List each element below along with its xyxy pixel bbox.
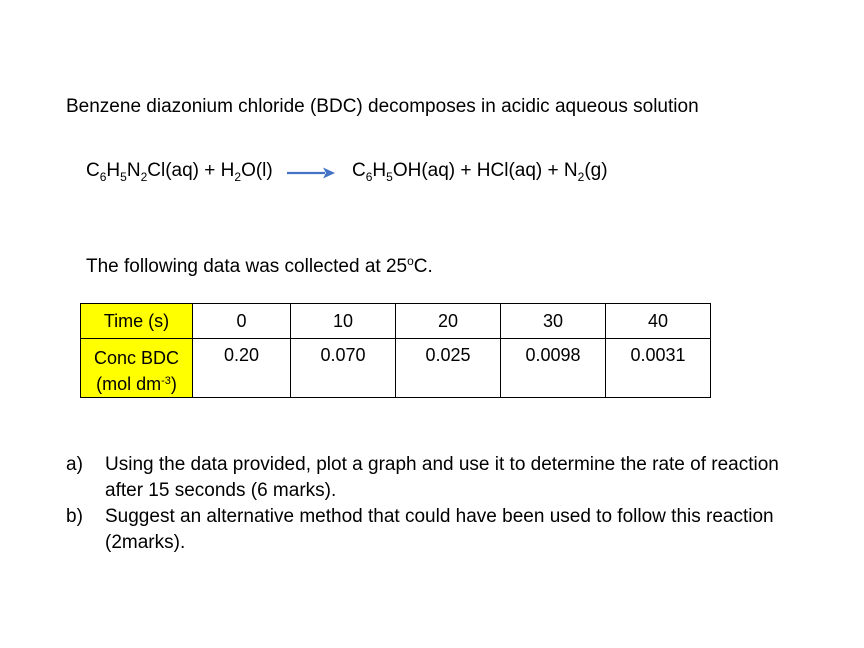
intro-text: Benzene diazonium chloride (BDC) decomposes in acidic aqueous solution: [66, 96, 699, 117]
conc-cell: 0.0098: [501, 339, 606, 398]
data-table: [80, 303, 711, 398]
question-a-line2: after 15 seconds (6 marks).: [105, 480, 337, 501]
question-b-line2: (2marks).: [105, 532, 186, 553]
conc-cell: 0.20: [193, 339, 291, 398]
question-b-marker: b): [66, 506, 83, 527]
time-cell: 40: [606, 304, 711, 339]
question-a-marker: a): [66, 454, 83, 475]
time-cell: 10: [291, 304, 396, 339]
question-b: [66, 506, 774, 528]
question-b-line1: Suggest an alternative method that could have been used to follow this reaction: [105, 506, 774, 527]
conc-cell: 0.0031: [606, 339, 711, 398]
row-label-conc: Conc BDC (mol $dm^{-3}$): [81, 339, 193, 398]
reaction-arrow-icon: [287, 166, 335, 180]
equation-reactants: $C_6H_5N_2Cl(aq) + H_2O(l)$: [86, 160, 273, 184]
time-cell: 20: [396, 304, 501, 339]
equation-products: $C_6H_5OH(aq) + HCl(aq) + N_2(g)$: [352, 160, 608, 184]
question-a: [66, 454, 779, 476]
conc-cell: 0.070: [291, 339, 396, 398]
table-row-time: [81, 304, 711, 339]
row-label-time: Time (s): [81, 304, 193, 339]
question-a-line1: Using the data provided, plot a graph and use it to determine the rate of reaction: [105, 454, 779, 475]
collected-statement: The following data was collected at 25$^o$C.: [86, 254, 433, 277]
table-row-conc: [81, 339, 711, 398]
conc-cell: 0.025: [396, 339, 501, 398]
question-a-continued: [66, 480, 336, 502]
time-cell: 30: [501, 304, 606, 339]
time-cell: 0: [193, 304, 291, 339]
question-b-continued: [66, 532, 185, 554]
